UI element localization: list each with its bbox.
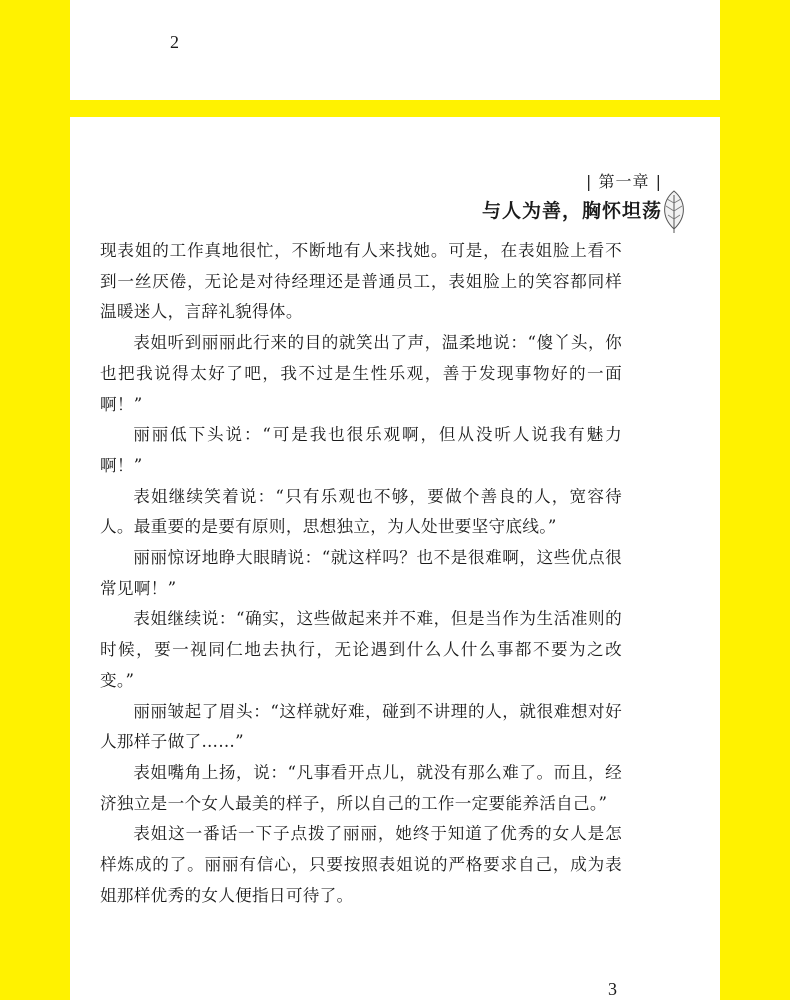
chapter-label: | 第一章 | bbox=[586, 172, 662, 191]
chapter-header bbox=[482, 169, 688, 223]
paragraph: 表姐继续说：“确实，这些做起来并不难，但是当作为生活准则的时候，要一视同仁地去执行，无论遇到什么人什么事都不要为之改变。” bbox=[100, 609, 622, 690]
page-number-top: 2 bbox=[170, 32, 179, 52]
paragraph: 表姐继续笑着说：“只有乐观也不够，要做个善良的人，宽容待人。最重要的是要有原则，思想独立，为人处世要坚守底线。” bbox=[100, 486, 622, 537]
paragraph: 表姐这一番话一下子点拨了丽丽，她终于知道了优秀的女人是怎样炼成的了。丽丽有信心，只要按照表姐说的严格要求自己，成为表姐那样优秀的女人便指日可待了。 bbox=[100, 824, 622, 905]
body-text bbox=[100, 236, 622, 911]
page-number-bottom: 3 bbox=[608, 979, 617, 999]
paragraph: 表姐嘴角上扬，说：“凡事看开点儿，就没有那么难了。而且，经济独立是一个女人最美的样子，所以自己的工作一定要能养活自己。” bbox=[100, 762, 622, 813]
leaf-icon bbox=[660, 189, 688, 233]
paragraph: 丽丽低下头说：“可是我也很乐观啊，但从没听人说我有魅力啊！” bbox=[100, 425, 622, 475]
paragraph: 现表姐的工作真地很忙，不断地有人来找她。可是，在表姐脸上看不到一丝厌倦，无论是对待经理还是普通员工，表姐脸上的笑容都同样温暖迷人，言辞礼貌得体。 bbox=[100, 241, 622, 322]
previous-page bbox=[70, 0, 720, 100]
chapter-title: 与人为善，胸怀坦荡 bbox=[481, 200, 662, 222]
paragraph: 丽丽皱起了眉头：“这样就好难，碰到不讲理的人，就很难想对好人那样子做了……” bbox=[100, 701, 622, 752]
paragraph: 表姐听到丽丽此行来的目的就笑出了声，温柔地说：“傻丫头，你也把我说得太好了吧，我不过是生性乐观，善于发现事物好的一面啊！” bbox=[100, 333, 622, 414]
paragraph: 丽丽惊讶地睁大眼睛说：“就这样吗？也不是很难啊，这些优点很常见啊！” bbox=[100, 548, 622, 598]
